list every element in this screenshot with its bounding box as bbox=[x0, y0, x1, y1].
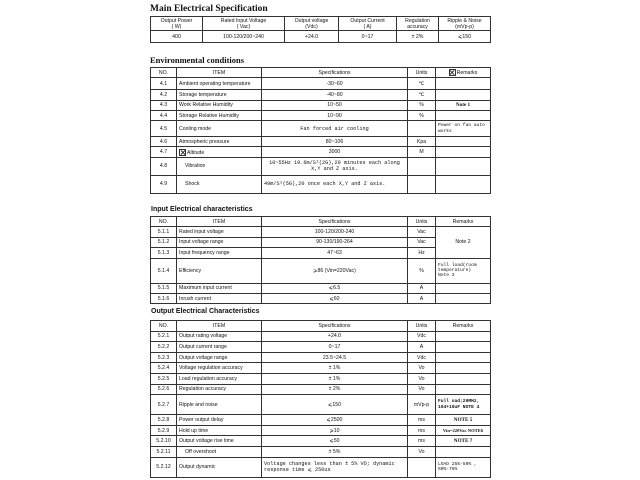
cell-unit: Vdc bbox=[408, 331, 436, 342]
col-header-specs: Specifications bbox=[262, 217, 408, 227]
cell-unit: Vo bbox=[408, 373, 436, 384]
cell-remark: Note 1 bbox=[436, 100, 491, 110]
main-spec-value: 0~17 bbox=[339, 31, 397, 43]
col-header-item: ITEM bbox=[177, 321, 262, 332]
col-header-remarks: Remarks bbox=[436, 217, 491, 227]
cell-spec: 0~17 bbox=[262, 342, 408, 353]
cell-spec: -40~80 bbox=[262, 90, 408, 100]
cell-item: Regulation accuracy bbox=[177, 384, 262, 395]
cell-spec: ± 1% bbox=[262, 373, 408, 384]
table-row bbox=[151, 363, 491, 374]
env-section-title: Environmental conditions bbox=[150, 55, 245, 65]
cell-spec: ⩽50 bbox=[262, 436, 408, 447]
env-header-row bbox=[151, 68, 491, 78]
cell-item: Rated input voltage bbox=[177, 227, 262, 237]
cell-item: Output current range bbox=[177, 342, 262, 353]
table-row bbox=[151, 147, 491, 157]
main-spec-value: 100-120/200~240 bbox=[203, 31, 285, 43]
cell-no: 5.2.6 bbox=[151, 384, 177, 395]
table-row bbox=[151, 331, 491, 342]
cell-no: 5.2.12 bbox=[151, 457, 177, 477]
cell-remark bbox=[436, 384, 491, 395]
cell-item: Atmospheric pressure bbox=[177, 137, 262, 147]
cell-no: 4.2 bbox=[151, 90, 177, 100]
cell-unit: ms bbox=[408, 415, 436, 426]
table-row bbox=[151, 395, 491, 415]
main-spec-header: Output Current ( A) bbox=[339, 17, 397, 31]
cell-item: Cooling mode bbox=[177, 121, 262, 137]
cell-spec: ⩽60 bbox=[262, 293, 408, 303]
cell-no: 4.3 bbox=[151, 100, 177, 110]
cell-item: Efficiency bbox=[177, 258, 262, 283]
cell-item: Inrush current bbox=[177, 293, 262, 303]
cell-item: Work Relative Humidity bbox=[177, 100, 262, 110]
cell-unit bbox=[408, 175, 436, 193]
main-spec-header: Rated Input Voltage ( Vac) bbox=[203, 17, 285, 31]
cell-item: Hold up time bbox=[177, 425, 262, 436]
cell-unit: mVp-p bbox=[408, 395, 436, 415]
cell-spec: 80~106 bbox=[262, 137, 408, 147]
cell-item: Storage Relative Humidity bbox=[177, 110, 262, 120]
cell-no: 4.5 bbox=[151, 121, 177, 137]
table-row bbox=[151, 283, 491, 293]
col-header-remarks: Remarks bbox=[436, 68, 491, 78]
cell-no: 5.1.2 bbox=[151, 237, 177, 247]
cell-no: 5.1.1 bbox=[151, 227, 177, 237]
table-row bbox=[151, 258, 491, 283]
cell-remark bbox=[436, 147, 491, 157]
cell-unit: A bbox=[408, 293, 436, 303]
cell-remark: Vin=220Vac NOTE6 bbox=[436, 425, 491, 436]
cell-item: Storage temperature bbox=[177, 90, 262, 100]
cell-item: Altitude bbox=[177, 147, 262, 157]
cell-no: 4.6 bbox=[151, 137, 177, 147]
cell-no: 4.7 bbox=[151, 147, 177, 157]
cell-item: Shock bbox=[177, 175, 262, 193]
cell-no: 4.1 bbox=[151, 78, 177, 90]
table-row bbox=[151, 293, 491, 303]
cell-no: 5.2.7 bbox=[151, 395, 177, 415]
main-spec-value: 400 bbox=[151, 31, 203, 43]
cell-unit: Hz bbox=[408, 248, 436, 258]
main-spec-value: ⩽150 bbox=[439, 31, 491, 43]
cell-spec: Fan forced air cooling bbox=[262, 121, 408, 137]
cell-spec: +24.0 bbox=[262, 331, 408, 342]
cell-unit: % bbox=[408, 258, 436, 283]
cell-spec: 100-120/200-240 bbox=[262, 227, 408, 237]
cell-unit: ms bbox=[408, 436, 436, 447]
cell-no: 5.2.8 bbox=[151, 415, 177, 426]
cell-unit: ms bbox=[408, 425, 436, 436]
col-header-item: ITEM bbox=[177, 68, 262, 78]
cell-unit: Vo bbox=[408, 363, 436, 374]
main-spec-title: Main Electrical Specification bbox=[150, 4, 268, 14]
cell-spec: 10~50 bbox=[262, 100, 408, 110]
cell-spec: 90-130/190-264 bbox=[262, 237, 408, 247]
cell-no: 4.4 bbox=[151, 110, 177, 120]
main-spec-value: +24.0 bbox=[285, 31, 339, 43]
cell-remark bbox=[436, 342, 491, 353]
cell-no: 5.2.2 bbox=[151, 342, 177, 353]
cell-spec: ⩽150 bbox=[262, 395, 408, 415]
cell-item: Off overshoot bbox=[177, 446, 262, 457]
cell-remark bbox=[436, 157, 491, 175]
table-row bbox=[151, 157, 491, 175]
cell-remark: Full load(room temperature) Note 3 bbox=[436, 258, 491, 283]
cell-item: Output voltage range bbox=[177, 352, 262, 363]
table-row bbox=[151, 110, 491, 120]
cell-unit: % bbox=[408, 110, 436, 120]
table-row bbox=[151, 373, 491, 384]
cell-item: Voltage regulation accuracy bbox=[177, 363, 262, 374]
input-header-row bbox=[151, 217, 491, 227]
cell-no: 5.1.3 bbox=[151, 248, 177, 258]
cell-remark bbox=[436, 331, 491, 342]
cell-remark: NOTE 7 bbox=[436, 436, 491, 447]
cell-no: 5.2.9 bbox=[151, 425, 177, 436]
cell-no: 4.9 bbox=[151, 175, 177, 193]
cell-unit: Kpa bbox=[408, 137, 436, 147]
col-header-no: NO. bbox=[151, 321, 177, 332]
cell-unit: ℃ bbox=[408, 78, 436, 90]
cell-spec: 3000 bbox=[262, 147, 408, 157]
col-header-specs: Specifications bbox=[262, 68, 408, 78]
cell-item: Output rating voltage bbox=[177, 331, 262, 342]
cell-remark bbox=[436, 110, 491, 120]
cell-spec: ⩽6.5 bbox=[262, 283, 408, 293]
cell-unit: % bbox=[408, 100, 436, 110]
table-row bbox=[151, 384, 491, 395]
cell-spec: ± 5% bbox=[262, 446, 408, 457]
cell-no: 5.2.5 bbox=[151, 373, 177, 384]
col-header-no: NO. bbox=[151, 68, 177, 78]
table-row bbox=[151, 425, 491, 436]
output-table bbox=[150, 320, 491, 478]
main-spec-header: Output voltage (Vdc) bbox=[285, 17, 339, 31]
table-row bbox=[151, 137, 491, 147]
cell-remark bbox=[436, 78, 491, 90]
cell-spec: ⩾86 (Vin=220Vac) bbox=[262, 258, 408, 283]
col-header-units: Units bbox=[408, 217, 436, 227]
cell-unit: Vdc bbox=[408, 352, 436, 363]
cell-item: Load regulation accuracy bbox=[177, 373, 262, 384]
cell-spec: -30~60 bbox=[262, 78, 408, 90]
cell-item: Power output delay bbox=[177, 415, 262, 426]
cell-unit: M bbox=[408, 147, 436, 157]
cell-no: 5.1.5 bbox=[151, 283, 177, 293]
cell-no: 5.1.4 bbox=[151, 258, 177, 283]
cell-item: Input voltage range bbox=[177, 237, 262, 247]
cell-spec: 23.5~24.5 bbox=[262, 352, 408, 363]
cell-no: 4.8 bbox=[151, 157, 177, 175]
checkbox-icon bbox=[179, 149, 186, 156]
checkbox-icon bbox=[449, 69, 456, 76]
main-spec-header-row bbox=[151, 17, 491, 31]
cell-item: Ambient operating temperature bbox=[177, 78, 262, 90]
cell-spec: ± 1% bbox=[262, 363, 408, 374]
cell-spec: 49m/S²(5G),20 once each X,Y and Z axis. bbox=[262, 175, 408, 193]
table-row bbox=[151, 227, 491, 237]
cell-remark bbox=[436, 373, 491, 384]
table-row bbox=[151, 457, 491, 477]
main-spec-value-row bbox=[151, 31, 491, 43]
cell-no: 5.2.4 bbox=[151, 363, 177, 374]
cell-unit: A bbox=[408, 342, 436, 353]
table-row bbox=[151, 90, 491, 100]
cell-remark bbox=[436, 90, 491, 100]
col-header-item: ITEM bbox=[177, 217, 262, 227]
cell-item: Maximum input current bbox=[177, 283, 262, 293]
col-header-specs: Specifications bbox=[262, 321, 408, 332]
spec-sheet bbox=[145, 0, 493, 480]
cell-remark: Note 2 bbox=[436, 227, 491, 258]
cell-unit bbox=[408, 157, 436, 175]
cell-unit: Vac bbox=[408, 237, 436, 247]
col-header-units: Units bbox=[408, 68, 436, 78]
cell-remark bbox=[436, 137, 491, 147]
input-table bbox=[150, 216, 491, 304]
cell-spec: Voltage changes less than ± 5% VO; dynamic response time ⩽ 250us bbox=[262, 457, 408, 477]
cell-remark: NOTE 5 bbox=[436, 415, 491, 426]
cell-no: 5.2.10 bbox=[151, 436, 177, 447]
table-row bbox=[151, 78, 491, 90]
col-header-no: NO. bbox=[151, 217, 177, 227]
cell-unit: ℃ bbox=[408, 90, 436, 100]
cell-remark bbox=[436, 363, 491, 374]
table-row bbox=[151, 100, 491, 110]
cell-spec: 47~63 bbox=[262, 248, 408, 258]
col-header-units: Units bbox=[408, 321, 436, 332]
input-section-title: Input Electrical characteristics bbox=[151, 206, 253, 213]
table-row bbox=[151, 436, 491, 447]
cell-item: Vibration bbox=[177, 157, 262, 175]
table-row bbox=[151, 342, 491, 353]
table-row bbox=[151, 352, 491, 363]
table-row bbox=[151, 175, 491, 193]
cell-remark: LOAD 25%-50% , 50%-75% bbox=[436, 457, 491, 477]
cell-unit bbox=[408, 457, 436, 477]
cell-spec: 10~90 bbox=[262, 110, 408, 120]
table-row bbox=[151, 446, 491, 457]
cell-item: Input frequency range bbox=[177, 248, 262, 258]
cell-remark bbox=[436, 293, 491, 303]
main-spec-header: Regulation accuracy bbox=[397, 17, 439, 31]
cell-remark: Full oad;20MHz, 104+10uF NOTE 4 bbox=[436, 395, 491, 415]
cell-unit bbox=[408, 121, 436, 137]
cell-remark bbox=[436, 283, 491, 293]
cell-no: 5.2.3 bbox=[151, 352, 177, 363]
cell-spec: ± 2% bbox=[262, 384, 408, 395]
table-row bbox=[151, 415, 491, 426]
cell-remark bbox=[436, 352, 491, 363]
cell-no: 5.2.11 bbox=[151, 446, 177, 457]
cell-unit: A bbox=[408, 283, 436, 293]
env-table bbox=[150, 67, 491, 194]
cell-spec: ⩽2500 bbox=[262, 415, 408, 426]
main-spec-header: Output Power ( W) bbox=[151, 17, 203, 31]
main-spec-value: ± 2% bbox=[397, 31, 439, 43]
cell-no: 5.1.6 bbox=[151, 293, 177, 303]
output-header-row bbox=[151, 321, 491, 332]
cell-item: Output dynamic bbox=[177, 457, 262, 477]
table-row bbox=[151, 121, 491, 137]
cell-item: Output voltage rise time bbox=[177, 436, 262, 447]
cell-unit: Vac bbox=[408, 227, 436, 237]
cell-unit: Vo bbox=[408, 384, 436, 395]
cell-spec: ⩾10 bbox=[262, 425, 408, 436]
cell-item: Ripple and noise bbox=[177, 395, 262, 415]
col-header-remarks: Remarks bbox=[436, 321, 491, 332]
cell-unit: Vo bbox=[408, 446, 436, 457]
cell-spec: 10~55Hz 19.6m/S²(2G),20 minutes each along X,Y and Z axis. bbox=[262, 157, 408, 175]
cell-remark: Power on fan auto works bbox=[436, 121, 491, 137]
cell-no: 5.2.1 bbox=[151, 331, 177, 342]
cell-remark bbox=[436, 175, 491, 193]
main-spec-table bbox=[150, 16, 491, 43]
output-section-title: Output Electrical Characteristics bbox=[151, 308, 260, 315]
cell-remark bbox=[436, 446, 491, 457]
main-spec-header: Ripple & Noise (mVp-p) bbox=[439, 17, 491, 31]
